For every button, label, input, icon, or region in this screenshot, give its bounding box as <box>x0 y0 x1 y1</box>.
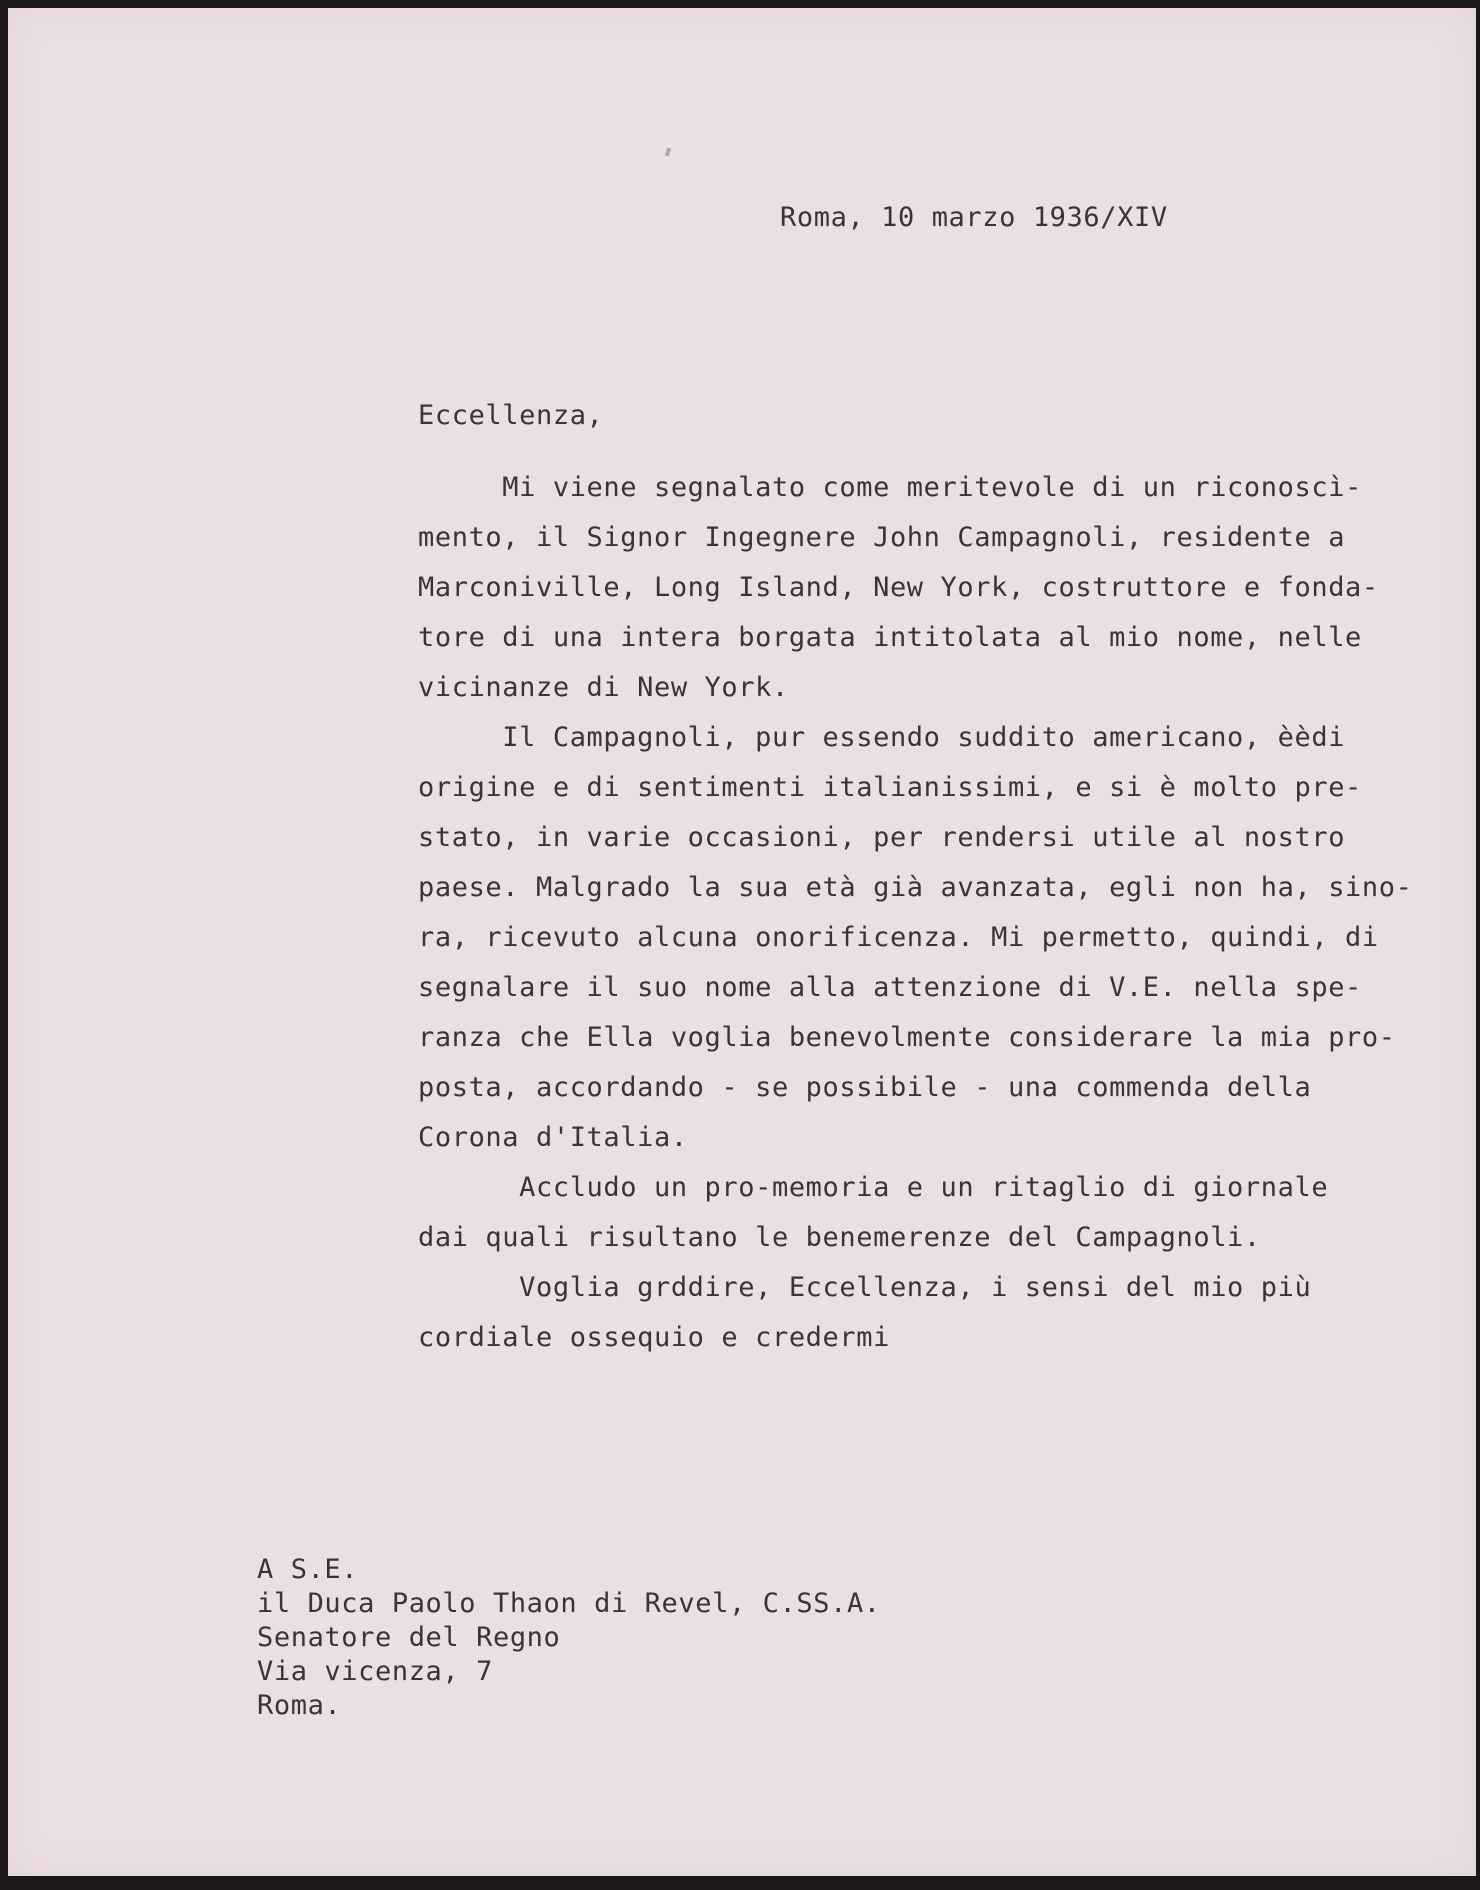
ink-speck <box>665 148 671 157</box>
letter-salutation: Eccellenza, <box>418 400 604 431</box>
body-line: Accludo un pro-memoria e un ritaglio di giornale <box>418 1172 1329 1203</box>
body-line: tore di una intera borgata intitolata al mio nome, nelle <box>418 622 1362 653</box>
body-line: segnalare il suo nome alla attenzione di V.E. nella spe- <box>418 972 1362 1003</box>
body-line: ranza che Ella voglia benevolmente considerare la mia pro- <box>418 1022 1396 1053</box>
address-line: Senatore del Regno <box>257 1622 561 1653</box>
body-line: Marconiville, Long Island, New York, costruttore e fonda- <box>418 572 1379 603</box>
body-line: Corona d'Italia. <box>418 1122 688 1153</box>
address-line: Via vicenza, 7 <box>257 1656 493 1687</box>
body-line: ra, ricevuto alcuna onorificenza. Mi permetto, quindi, di <box>418 922 1379 953</box>
body-line: Il Campagnoli, pur essendo suddito americano, èèdi <box>418 722 1346 753</box>
body-line: paese. Malgrado la sua età già avanzata, egli non ha, sino- <box>418 872 1413 903</box>
body-line: stato, in varie occasioni, per rendersi utile al nostro <box>418 822 1346 853</box>
body-line: Voglia grddire, Eccellenza, i sensi del mio più <box>418 1272 1312 1303</box>
address-line: A S.E. <box>257 1554 359 1585</box>
body-line: origine e di sentimenti italianissimi, e si è molto pre- <box>418 772 1362 803</box>
address-line: il Duca Paolo Thaon di Revel, C.SS.A. <box>257 1588 881 1619</box>
address-line: Roma. <box>257 1690 342 1721</box>
body-line: cordiale ossequio e credermi <box>418 1322 890 1353</box>
body-line: posta, accordando - se possibile - una commenda della <box>418 1072 1312 1103</box>
body-line: dai quali risultano le benemerenze del Campagnoli. <box>418 1222 1261 1253</box>
letter-sheet <box>8 8 1476 1876</box>
body-line: Mi viene segnalato come meritevole di un riconoscì- <box>418 472 1362 503</box>
letter-date: Roma, 10 marzo 1936/XIV <box>780 202 1168 233</box>
body-line: vicinanze di New York. <box>418 672 789 703</box>
body-line: mento, il Signor Ingegnere John Campagnoli, residente a <box>418 522 1346 553</box>
